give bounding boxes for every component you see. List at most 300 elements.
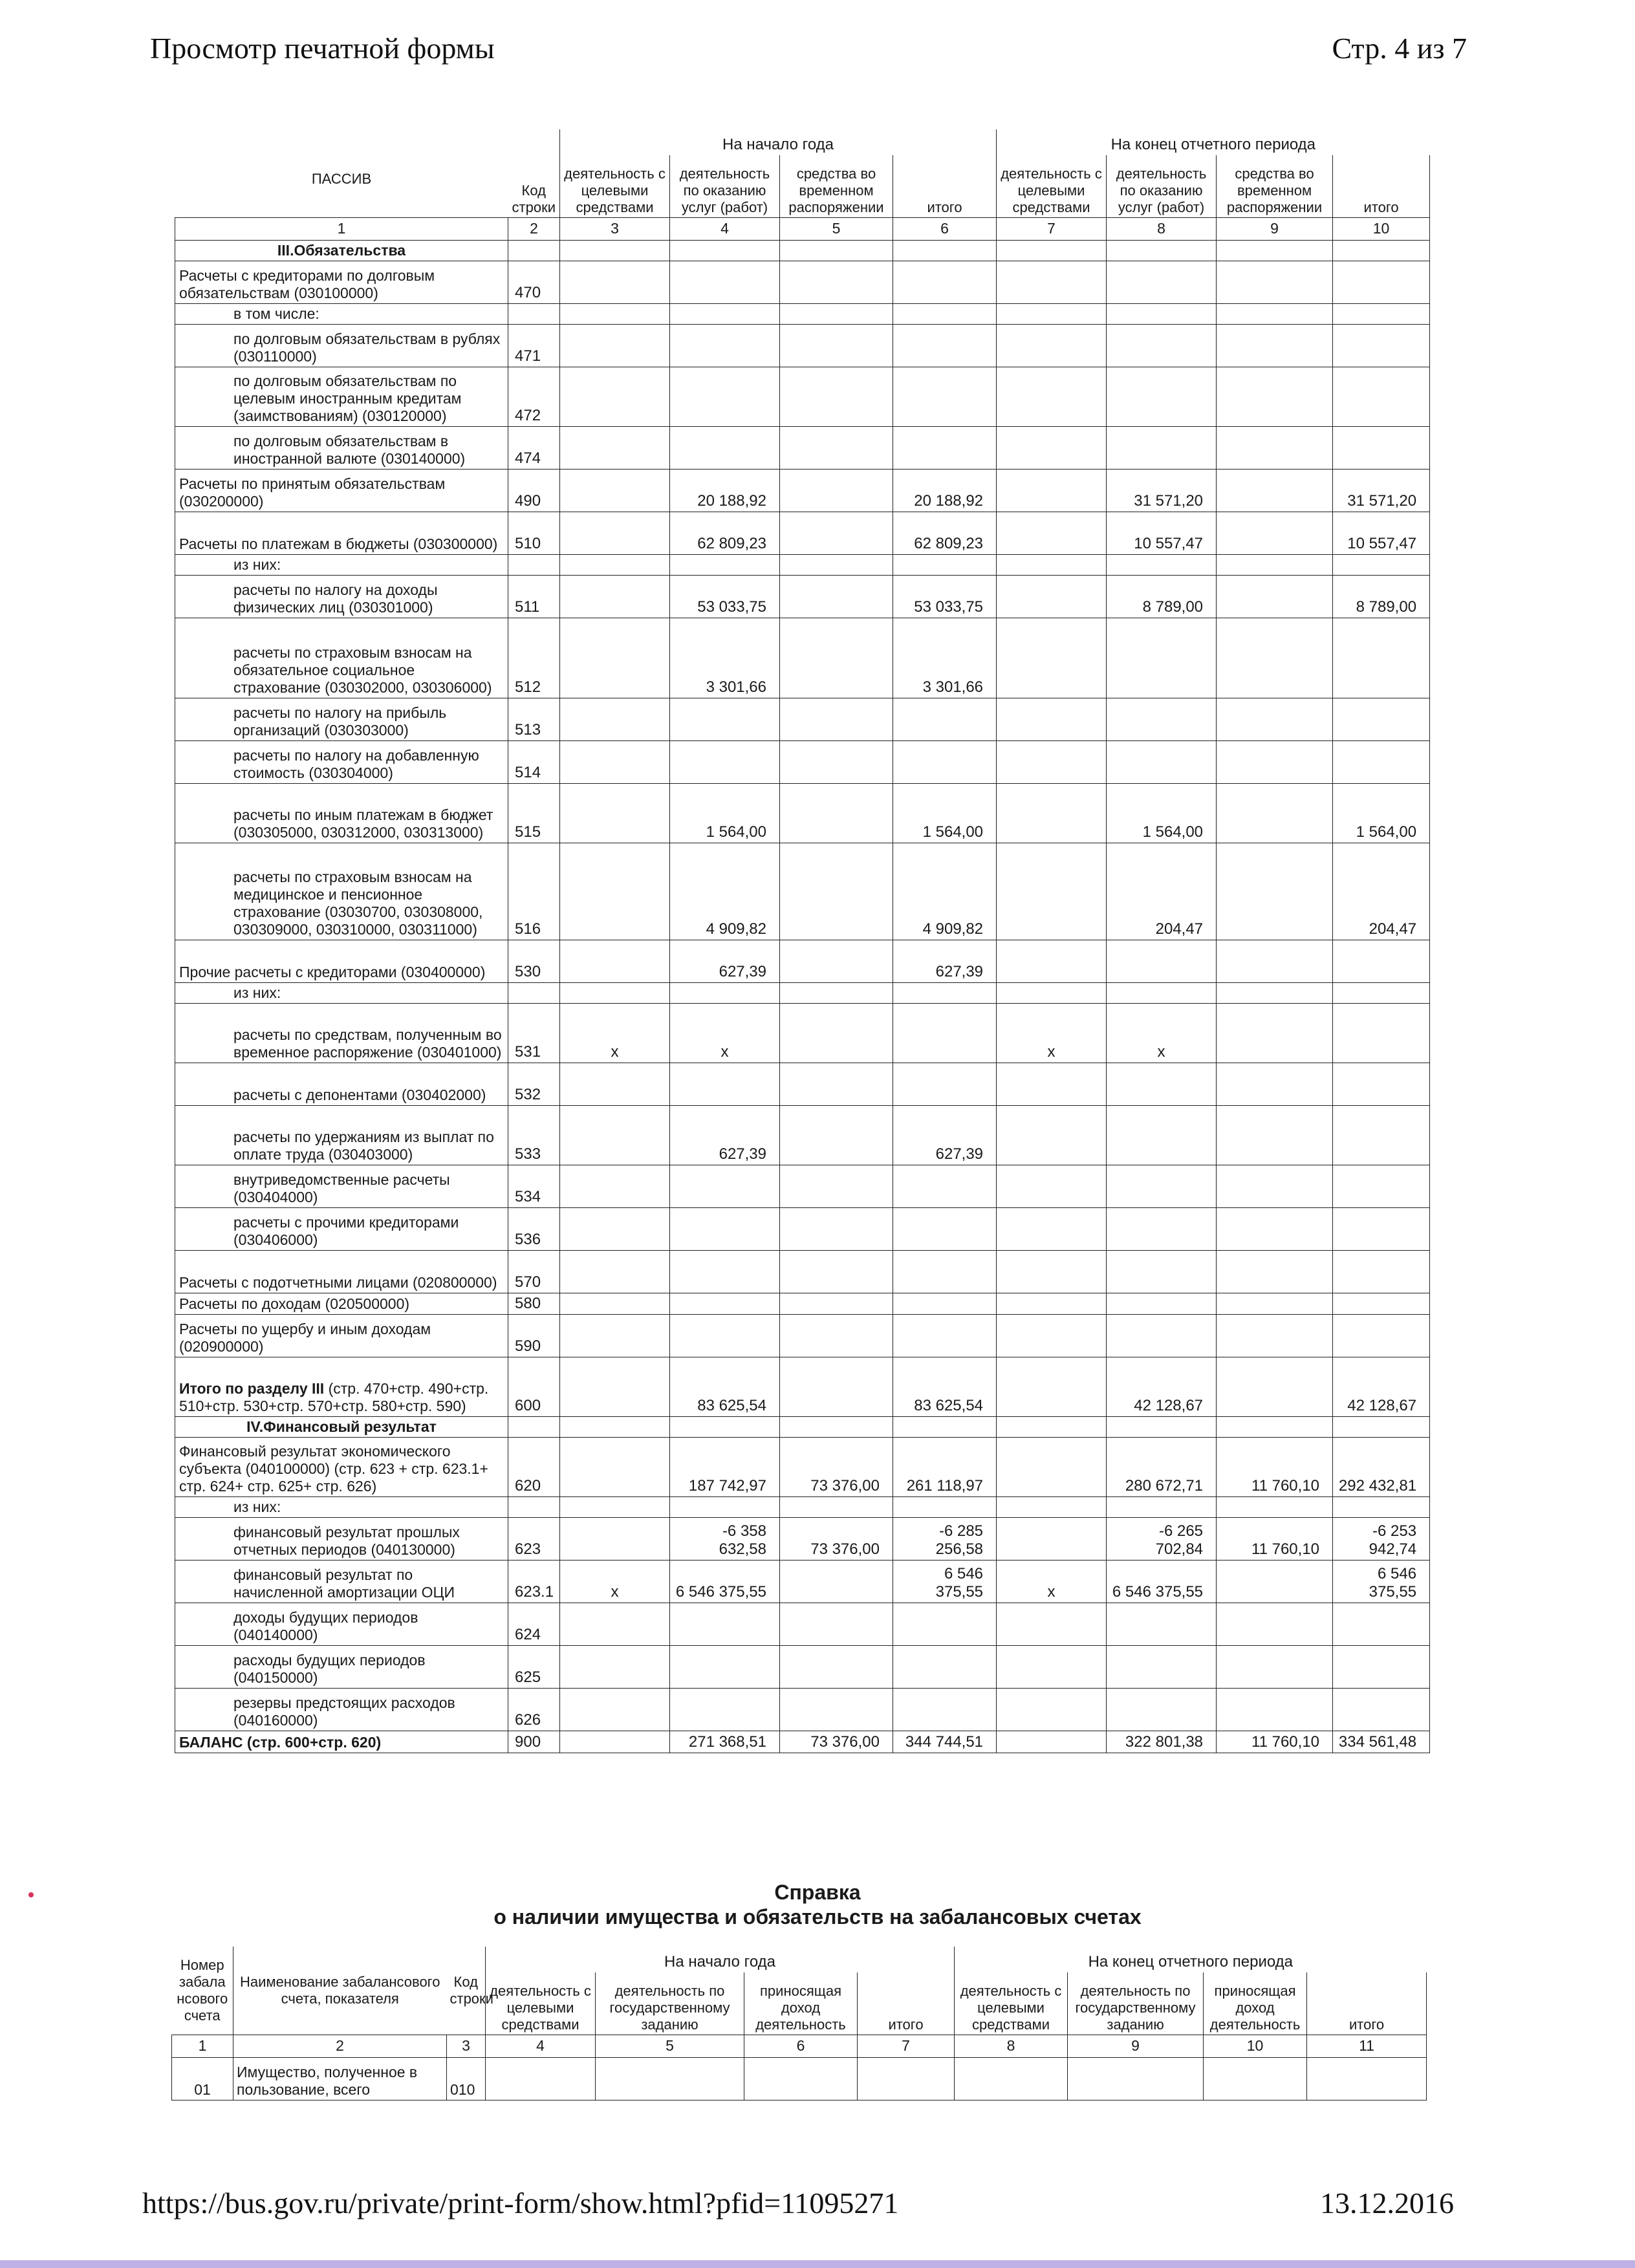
cell-value [1333,1003,1430,1063]
cell-value: 3 301,66 [670,618,780,698]
row-label: по долговым обязательствам в рублях (030110000) [175,324,508,367]
cell-value: 3 301,66 [893,618,997,698]
table-row [175,1416,1430,1437]
cell-value [1217,303,1333,324]
cell-value [1217,512,1333,554]
row-label: по долговым обязательствам в иностранной валюте (030140000) [175,426,508,469]
row-label [175,1357,508,1416]
row-account: 01 [172,2057,233,2100]
cell-value [997,303,1107,324]
cell-value [1217,575,1333,618]
scan-edge [0,2260,1635,2268]
row-code: 010 [447,2057,486,2100]
cell-value: 204,47 [1107,843,1217,940]
row-label: Расчеты по платежам в бюджеты (030300000) [175,512,508,554]
cell-value: 10 557,47 [1333,512,1430,554]
cell-value [997,1165,1107,1207]
cell-value [780,426,893,469]
col-code-header: Код строки [447,1947,486,2035]
cell-value [997,554,1107,575]
row-label: из них: [175,982,508,1003]
cell-value [1107,324,1217,367]
cell-value [997,1207,1107,1250]
cell-value [1333,982,1430,1003]
cell-value [1107,1293,1217,1314]
cell-value [997,324,1107,367]
cell-value [1333,240,1430,261]
table-row [175,1357,1430,1416]
cell-value [997,698,1107,740]
cell-value [780,1003,893,1063]
column-number: 1 [175,217,508,240]
cell-value [560,698,670,740]
cell-value [997,367,1107,426]
cell-value [1307,2057,1427,2100]
row-label: БАЛАНС (стр. 600+стр. 620) [175,1731,508,1753]
group-start-header: На начало года [560,129,997,155]
cell-value [997,783,1107,843]
row-code: 532 [508,1063,560,1105]
cell-value [893,426,997,469]
cell-value: 83 625,54 [893,1357,997,1416]
cell-value [560,1731,670,1753]
cell-value [997,843,1107,940]
cell-value [997,1293,1107,1314]
row-label: Расчеты по принятым обязательствам (030200000) [175,469,508,512]
cell-value [893,240,997,261]
cell-value [893,1645,997,1688]
cell-value [670,698,780,740]
row-label: Имущество, полученное в пользование, всего [233,2057,447,2100]
cell-value [560,1496,670,1517]
cell-value [670,1314,780,1357]
cell-value [560,940,670,982]
table-row [175,1496,1430,1517]
off-balance-table-body [172,2057,1427,2100]
page-number: Стр. 4 из 7 [1332,32,1467,65]
cell-value [893,303,997,324]
group-start-header: На начало года [486,1947,955,1972]
cell-value [670,554,780,575]
row-label: расчеты по налогу на доходы физических лиц (030301000) [175,575,508,618]
col-targeted-start: деятельность с целевыми средствами [486,1972,596,2035]
cell-value [893,1003,997,1063]
cell-value [1333,1416,1430,1437]
reference-title: Справка [774,1881,861,1904]
cell-value [780,1496,893,1517]
cell-value [780,1250,893,1293]
cell-value [780,982,893,1003]
cell-value: 627,39 [670,1105,780,1165]
cell-value [893,698,997,740]
cell-value [997,1603,1107,1645]
row-label: по долговым обязательствам по целевым иностранным кредитам (заимствованиям) (030120000) [175,367,508,426]
cell-value [893,324,997,367]
cell-value [560,1357,670,1416]
row-code: 490 [508,469,560,512]
cell-value [670,261,780,303]
row-code: 530 [508,940,560,982]
row-code [508,554,560,575]
row-label-rest: (стр. 470+стр. 490+стр. 510+стр. 530+стр. 570+стр. 580+стр. 590) [179,1379,489,1414]
cell-value: 31 571,20 [1333,469,1430,512]
cell-value: 20 188,92 [670,469,780,512]
column-number: 1 [172,2035,233,2057]
cell-value [560,1165,670,1207]
cell-value [560,1437,670,1496]
cell-value [780,940,893,982]
cell-value [1217,469,1333,512]
table-row [175,1207,1430,1250]
cell-value [670,740,780,783]
footer-date: 13.12.2016 [1320,2187,1454,2219]
row-label: финансовый результат прошлых отчетных периодов (040130000) [175,1517,508,1560]
table-row [172,2057,1427,2100]
cell-value [780,367,893,426]
cell-value: x [670,1003,780,1063]
cell-value [997,1517,1107,1560]
cell-value: -6 285 256,58 [893,1517,997,1560]
cell-value [1217,1416,1333,1437]
cell-value [560,1645,670,1688]
table-row [175,982,1430,1003]
cell-value [560,1603,670,1645]
cell-value: 73 376,00 [780,1517,893,1560]
cell-value [1107,367,1217,426]
cell-value [1217,1496,1333,1517]
col-income-start: приносящая доход деятельность [744,1972,858,2035]
table-row [175,512,1430,554]
cell-value [1107,1645,1217,1688]
col-targeted-end: деятельность с целевыми средствами [997,155,1107,217]
col-state-end: деятельность по государственному заданию [1068,1972,1204,2035]
cell-value: 6 546 375,55 [1107,1560,1217,1603]
cell-value: 31 571,20 [1107,469,1217,512]
cell-value [1107,1207,1217,1250]
table-row [175,1437,1430,1496]
cell-value [560,575,670,618]
column-number: 9 [1217,217,1333,240]
cell-value [780,1416,893,1437]
cell-value [997,1357,1107,1416]
cell-value: 1 564,00 [893,783,997,843]
row-label: Расчеты с кредиторами по долговым обязательствам (030100000) [175,261,508,303]
cell-value [997,512,1107,554]
table-row [175,1314,1430,1357]
cell-value: 4 909,82 [670,843,780,940]
cell-value [560,303,670,324]
cell-value: 53 033,75 [670,575,780,618]
table-row [175,324,1430,367]
cell-value [1217,698,1333,740]
row-label: расчеты с депонентами (030402000) [175,1063,508,1105]
row-code: 570 [508,1250,560,1293]
cell-value: 62 809,23 [670,512,780,554]
column-number: 11 [1307,2035,1427,2057]
cell-value: 261 118,97 [893,1437,997,1496]
row-label: доходы будущих периодов (040140000) [175,1603,508,1645]
table-row [175,940,1430,982]
cell-value [997,1105,1107,1165]
row-code: 516 [508,843,560,940]
cell-value: 8 789,00 [1107,575,1217,618]
cell-value: 1 564,00 [1107,783,1217,843]
cell-value: x [997,1560,1107,1603]
column-number: 6 [744,2035,858,2057]
cell-value [1217,261,1333,303]
cell-value: x [560,1560,670,1603]
cell-value: x [997,1003,1107,1063]
cell-value: 271 368,51 [670,1731,780,1753]
row-label: в том числе: [175,303,508,324]
row-label: Финансовый результат экономического субъекта (040100000) (стр. 623 + стр. 623.1+ стр. 624+ стр. 625+ стр. 626) [175,1437,508,1496]
cell-value [670,303,780,324]
cell-value [1217,1063,1333,1105]
table-row [175,1731,1430,1753]
cell-value [893,261,997,303]
row-code: 514 [508,740,560,783]
row-code: 620 [508,1437,560,1496]
column-number: 7 [858,2035,955,2057]
cell-value [1217,1250,1333,1293]
cell-value [780,1645,893,1688]
cell-value [1107,1063,1217,1105]
cell-value: x [560,1003,670,1063]
row-label: расчеты по налогу на прибыль организаций (030303000) [175,698,508,740]
cell-value: 11 760,10 [1217,1517,1333,1560]
table-row [175,1645,1430,1688]
row-code: 515 [508,783,560,843]
cell-value [1333,1293,1430,1314]
footer-url: https://bus.gov.ru/private/print-form/show.html?pfid=11095271 [142,2187,899,2219]
row-label: расчеты по удержаниям из выплат по оплате труда (030403000) [175,1105,508,1165]
col-total-end: итого [1333,155,1430,217]
table-row [175,261,1430,303]
table-row [175,1603,1430,1645]
cell-value [486,2057,596,2100]
row-code: 531 [508,1003,560,1063]
page-header-title: Просмотр печатной формы [150,32,495,65]
table-row [175,698,1430,740]
cell-value [997,1314,1107,1357]
cell-value [1333,1688,1430,1731]
col-name-header: Наименование забалансового счета, показателя [240,1973,440,2007]
cell-value: 1 564,00 [1333,783,1430,843]
cell-value [1217,1207,1333,1250]
cell-value [1217,1357,1333,1416]
cell-value: 42 128,67 [1333,1357,1430,1416]
cell-value: 627,39 [893,940,997,982]
cell-value [670,324,780,367]
cell-value: 10 557,47 [1107,512,1217,554]
cell-value [893,1293,997,1314]
cell-value [560,1105,670,1165]
cell-value [670,426,780,469]
cell-value [1217,426,1333,469]
cell-value [670,1603,780,1645]
row-label: Расчеты с подотчетными лицами (020800000) [175,1250,508,1293]
column-number: 5 [596,2035,744,2057]
cell-value [780,512,893,554]
table-row [175,843,1430,940]
col-targeted-end: деятельность с целевыми средствами [955,1972,1068,2035]
row-code: 513 [508,698,560,740]
column-number: 6 [893,217,997,240]
cell-value [560,469,670,512]
col-total-end: итого [1307,1972,1427,2035]
cell-value [560,1250,670,1293]
cell-value [670,240,780,261]
row-label: внутриведомственные расчеты (030404000) [175,1165,508,1207]
row-label: резервы предстоящих расходов (040160000) [175,1688,508,1731]
ink-mark [28,1892,34,1897]
cell-value: 4 909,82 [893,843,997,940]
cell-value [1333,1165,1430,1207]
row-code: 510 [508,512,560,554]
cell-value [997,1731,1107,1753]
row-code: 474 [508,426,560,469]
cell-value [670,1165,780,1207]
cell-value [560,1207,670,1250]
cell-value [997,1250,1107,1293]
column-number: 10 [1333,217,1430,240]
table-row [175,1063,1430,1105]
group-end-header: На конец отчетного периода [1110,136,1316,153]
row-code: 470 [508,261,560,303]
cell-value [1217,1105,1333,1165]
cell-value [560,982,670,1003]
cell-value [560,367,670,426]
cell-value [1217,1003,1333,1063]
cell-value [560,1517,670,1560]
row-code: 623 [508,1517,560,1560]
cell-value [670,367,780,426]
cell-value [1107,1250,1217,1293]
cell-value [1217,324,1333,367]
cell-value [1333,1105,1430,1165]
cell-value: 6 546 375,55 [1333,1560,1430,1603]
cell-value: 187 742,97 [670,1437,780,1496]
col-state-start: деятельность по государственному заданию [596,1972,744,2035]
cell-value [780,1603,893,1645]
cell-value [670,1207,780,1250]
cell-value [893,1416,997,1437]
cell-value [1107,261,1217,303]
cell-value [1217,367,1333,426]
cell-value [893,1496,997,1517]
table-row [175,575,1430,618]
cell-value: 83 625,54 [670,1357,780,1416]
cell-value [1107,1165,1217,1207]
cell-value [1333,1645,1430,1688]
row-label: финансовый результат по начисленной амортизации ОЦИ [175,1560,508,1603]
cell-value [893,1250,997,1293]
cell-value: 73 376,00 [780,1731,893,1753]
row-code [508,303,560,324]
cell-value [1107,303,1217,324]
cell-value [744,2057,858,2100]
table-row [175,554,1430,575]
cell-value [670,1688,780,1731]
cell-value [1217,783,1333,843]
cell-value [780,1293,893,1314]
table-row [175,469,1430,512]
cell-value [893,367,997,426]
cell-value [997,1688,1107,1731]
cell-value [893,1063,997,1105]
row-code: 623.1 [508,1560,560,1603]
cell-value [997,740,1107,783]
table-row [175,1517,1430,1560]
cell-value [1333,940,1430,982]
cell-value [780,1063,893,1105]
cell-value [1107,982,1217,1003]
col-services-start: деятельность по оказанию услуг (работ) [670,155,780,217]
cell-value [1217,1314,1333,1357]
cell-value [1333,1250,1430,1293]
cell-value [780,1314,893,1357]
cell-value [1107,1105,1217,1165]
row-label: из них: [175,1496,508,1517]
cell-value: 20 188,92 [893,469,997,512]
reference-subtitle: о наличии имущества и обязательств на забалансовых счетах [493,1905,1142,1928]
row-code: 512 [508,618,560,698]
cell-value [1217,554,1333,575]
table-row [175,740,1430,783]
column-number: 2 [233,2035,447,2057]
column-number: 3 [447,2035,486,2057]
cell-value [1333,1496,1430,1517]
row-label: расчеты по иным платежам в бюджет (030305000, 030312000, 030313000) [175,783,508,843]
row-code: 536 [508,1207,560,1250]
row-code: 511 [508,575,560,618]
cell-value [780,240,893,261]
col-account-header: Номер забала нсового счета [172,1947,233,2035]
cell-value [670,1496,780,1517]
column-number: 7 [997,217,1107,240]
row-code [508,240,560,261]
cell-value [1107,1603,1217,1645]
table-row [175,303,1430,324]
cell-value [1107,618,1217,698]
cell-value: -6 265 702,84 [1107,1517,1217,1560]
cell-value [560,843,670,940]
cell-value [1333,698,1430,740]
row-label: расходы будущих периодов (040150000) [175,1645,508,1688]
cell-value [1333,554,1430,575]
cell-value [780,1207,893,1250]
cell-value: 11 760,10 [1217,1731,1333,1753]
cell-value [560,1314,670,1357]
column-number: 9 [1068,2035,1204,2057]
row-label: Расчеты по ущербу и иным доходам (020900000) [175,1314,508,1357]
cell-value [670,1063,780,1105]
cell-value [1217,1688,1333,1731]
cell-value [893,1688,997,1731]
cell-value [1217,1560,1333,1603]
cell-value: 73 376,00 [780,1437,893,1496]
group-end-header: На конец отчетного периода [1088,1953,1294,1971]
column-number-row [175,217,1430,240]
cell-value [1107,1416,1217,1437]
cell-value [1333,1063,1430,1105]
col-passiv-header: ПАССИВ [311,170,372,187]
cell-value: 292 432,81 [1333,1437,1430,1496]
liabilities-table-body [175,240,1430,1753]
column-number: 3 [560,217,670,240]
cell-value [560,1063,670,1105]
row-code: 625 [508,1645,560,1688]
